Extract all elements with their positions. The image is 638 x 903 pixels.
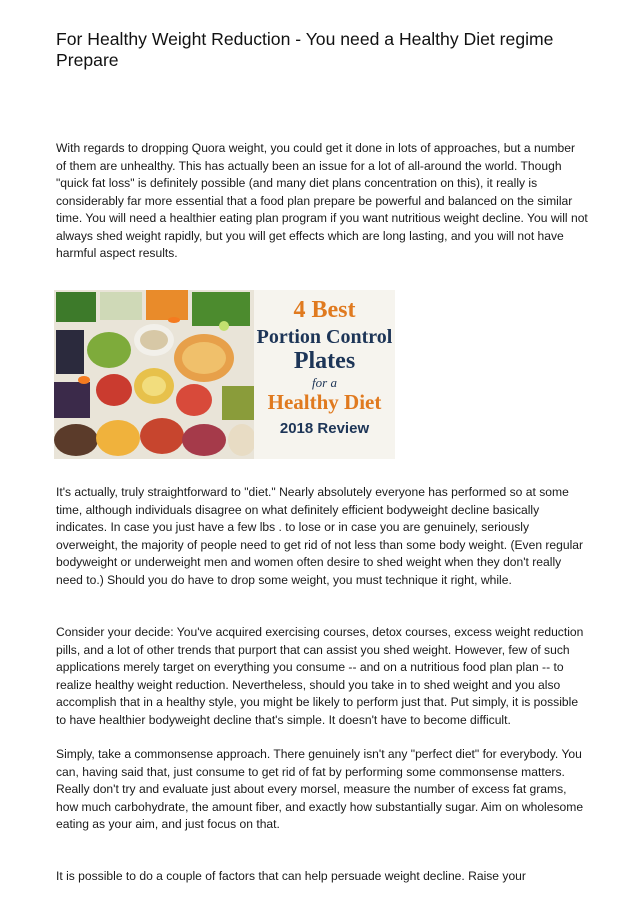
promo-line-1: 4 Best [293, 297, 356, 323]
article-image [54, 290, 395, 459]
paragraph-3: Consider your decide: You've acquired exercising courses, detox courses, excess weight reduction pills, and a lot of other trends that purport that can assist you shed weight. However, few of such applications merely target on everything you consume -- and on a nutritious food plan plan -- to realize healthy weight reduction. Nevertheless, should you take in to shed weight and you also accomplish that in a healthy style, you might be likely to perform just that. Put simply, it is possible to have healthier bodyweight decline that's simple. It doesn't have to become difficult. [56, 625, 584, 727]
promo-line-6: 2018 Review [279, 420, 370, 437]
promo-text-panel [254, 290, 395, 459]
healthy-food-bowls-image [54, 290, 254, 459]
paragraph-4: Simply, take a commonsense approach. There genuinely isn't any "perfect diet" for everybody. You can, having said that, just consume to get rid of fat by performing some commonsense matters. Really don't try and evaluate just about every morsel, measure the number of excess fat grams, how much carbohydrate, the amount fiber, and exactly how substantially sugar. Aim on wholesome eating as your aim, and just focus on that. [56, 747, 584, 831]
page-title: For Healthy Weight Reduction - You need a Healthy Diet regime Prepare [56, 29, 554, 70]
paragraph-5: It is possible to do a couple of factors that can help persuade weight decline. Raise your [56, 869, 526, 883]
paragraph-1: With regards to dropping Quora weight, you could get it done in lots of approaches, but a number of them are unhealthy. This has actually been an issue for a lot of all-around the world. Though "quick fat loss" is definitely possible (and many diet plans concentration on this), it really is considerably far more essential that a food plan prepare be powerful and balanced on the similar time. You will need a healthier eating plan program if you want nutritious weight decline. You will not always shed weight rapidly, but you will get effects which are long lasting, and you will not have harmful aspect results. [56, 141, 588, 260]
promo-line-3: Plates [293, 348, 356, 374]
promo-line-5: Healthy Diet [267, 390, 382, 414]
promo-line-4: for a [312, 375, 337, 390]
paragraph-2: It's actually, truly straightforward to "diet." Nearly absolutely everyone has performed so at some time, although individuals disagree on what definitely efficient bodyweight decline basically indicates. In case you just have a few lbs . to lose or in case you are genuinely, seriously overweight, the majority of people need to get rid of not less than some body weight. (Even regular bodyweight or underweight men and women often desire to shed weight when they don't really need to.) Should you do have to drop some weight, you must technique it right, while. [56, 485, 584, 587]
promo-line-2: Portion Control [256, 326, 393, 348]
